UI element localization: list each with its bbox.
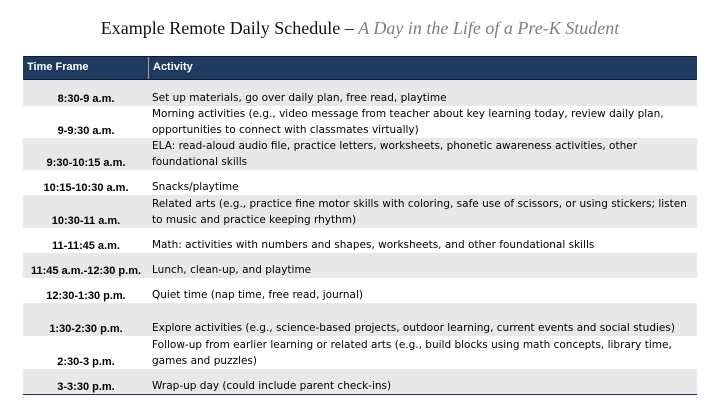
header-time-frame: Time Frame bbox=[23, 57, 149, 79]
row-time: 10:30-11 a.m. bbox=[51, 215, 121, 227]
title-main: Example Remote Daily Schedule – bbox=[100, 18, 359, 38]
row-time: 8:30-9 a.m. bbox=[57, 93, 115, 105]
row-activity: Quiet time (nap time, free read, journal) bbox=[152, 289, 363, 301]
row-time: 12:30-1:30 p.m. bbox=[46, 290, 126, 302]
row-activity: Follow-up from earlier learning or related arts (e.g., build blocks using math concepts, library time, games and puzzles) bbox=[152, 339, 672, 367]
title-subtitle: A Day in the Life of a Pre-K Student bbox=[358, 18, 620, 38]
row-time: 3-3:30 p.m. bbox=[57, 381, 115, 393]
row-time: 10:15-10:30 a.m. bbox=[43, 182, 129, 194]
row-activity: Lunch, clean-up, and playtime bbox=[152, 264, 312, 276]
table-row bbox=[23, 278, 697, 303]
row-time: 9:30-10:15 a.m. bbox=[46, 157, 126, 169]
table-row bbox=[23, 253, 697, 278]
row-activity: Wrap-up day (could include parent check-ins) bbox=[152, 380, 392, 392]
table-row bbox=[23, 138, 697, 170]
table-row bbox=[23, 195, 697, 228]
row-time: 9-9:30 a.m. bbox=[57, 125, 115, 137]
row-time: 11-11:45 a.m. bbox=[52, 240, 120, 252]
row-time: 2:30-3 p.m. bbox=[57, 356, 115, 368]
row-activity: Related arts (e.g., practice fine motor skills with coloring, safe use of scissors, or using stickers; listen to music and practice keeping rhythm) bbox=[152, 198, 687, 226]
row-activity: Math: activities with numbers and shapes, worksheets, and other foundational skills bbox=[152, 239, 595, 251]
schedule-table bbox=[23, 56, 697, 395]
row-activity: Snacks/playtime bbox=[152, 181, 239, 193]
table-row bbox=[23, 106, 697, 138]
row-time: 1:30-2:30 p.m. bbox=[49, 323, 123, 335]
table-header bbox=[23, 56, 697, 80]
table-row bbox=[23, 228, 697, 253]
row-activity: Explore activities (e.g., science-based projects, outdoor learning, current events and social studies) bbox=[152, 322, 675, 334]
row-activity: Morning activities (e.g., video message from teacher about key learning today, review daily plan, opportunities to connect with classmates virtually) bbox=[152, 108, 664, 136]
row-activity: Set up materials, go over daily plan, free read, playtime bbox=[152, 92, 447, 104]
table-row bbox=[23, 369, 697, 394]
table-row bbox=[23, 336, 697, 369]
slide-title bbox=[0, 18, 720, 39]
table-row bbox=[23, 303, 697, 336]
table-row bbox=[23, 80, 697, 106]
header-activity: Activity bbox=[153, 61, 193, 73]
table-row bbox=[23, 170, 697, 195]
row-time: 11:45 a.m.-12:30 p.m. bbox=[30, 265, 142, 277]
row-activity: ELA: read-aloud audio file, practice letters, worksheets, phonetic awareness activities, other foundational skills bbox=[152, 140, 637, 168]
